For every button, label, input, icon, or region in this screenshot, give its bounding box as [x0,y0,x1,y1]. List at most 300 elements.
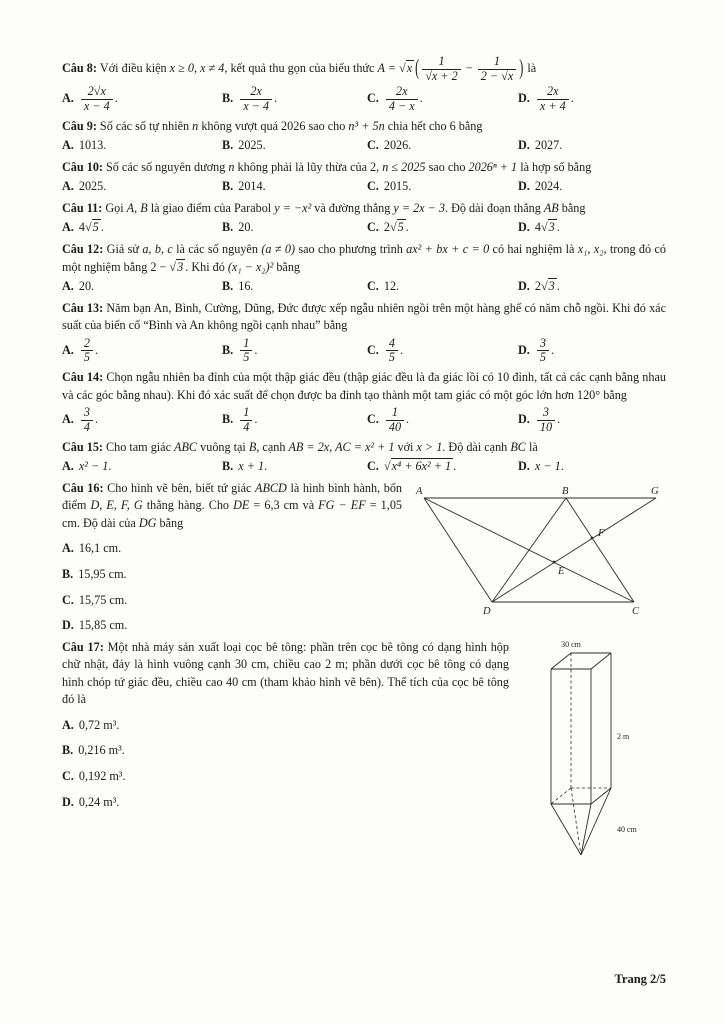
option-letter: B. [222,91,234,106]
text-run: . [405,220,409,235]
math-run: A, B [126,200,148,215]
question-stem [62,118,666,136]
option-value [384,405,410,434]
options-group [62,337,666,365]
questions-container [62,55,666,888]
fraction [240,406,252,434]
options-group [62,178,666,196]
radical-body: 5 [92,220,99,235]
fraction-denominator: 4 [243,419,250,434]
text-run: 0,192 m³. [78,769,126,783]
text-run: . Khi đó [185,259,228,274]
question-cau-17 [62,639,666,889]
fraction-denominator: 40 [388,419,402,434]
text-run: là [524,60,537,75]
text-run: Cho hình vẽ bên, biết tứ giác [107,480,256,495]
text-run: . [453,459,457,474]
fraction [81,85,113,113]
math-run: y = 2x − 3 [393,200,446,215]
option-A [62,337,222,365]
question-cau-15 [62,439,666,476]
text-run: Số các số nguyên dương [106,159,229,174]
fraction-numerator: 3 [81,406,93,421]
option-value [238,138,265,152]
text-run: , cạnh [256,439,289,454]
option-letter: C. [367,279,379,294]
option-letter: C. [367,459,379,474]
vertex-label-C: C [632,605,640,617]
option-letter: B. [222,459,234,474]
math-run: DG [138,515,157,530]
option-letter: B. [222,412,234,427]
option-value [238,335,258,365]
question-number: Câu 14: [62,370,107,385]
fraction-numerator: 1 [386,406,404,421]
options-group [62,458,666,476]
fraction-denominator: x + 4 [539,98,566,113]
option-letter: A. [62,717,74,732]
question-stem [62,300,666,335]
radical-sign: √ [399,60,406,75]
option-B [222,137,367,155]
fraction-denominator: 5 [83,350,90,365]
dimension-label-top: 30 cm [561,639,581,649]
vertex-label-B: B [562,485,569,497]
option-letter: A. [62,220,74,235]
option-letter: D. [518,279,530,294]
radical-sign: √ [540,220,548,235]
radical [541,220,557,234]
text-run: là giao điểm của Parabol [147,200,275,215]
page-number: Trang 2/5 [614,972,666,986]
fraction-denominator: 5 [388,350,395,365]
option-letter: B. [222,279,234,294]
option-value [238,279,253,293]
parallelogram-figure [414,482,666,618]
dimension-label-side: 2 m [617,731,630,741]
option-letter: D. [518,179,530,194]
option-value [79,405,98,434]
figure-line [492,498,566,602]
text-run: 2025. [78,179,107,194]
text-run: có hai nghiệm là [489,242,578,256]
fraction [422,55,461,83]
text-run: . [406,412,410,427]
option-letter: B. [222,138,234,153]
math-run: x > 1 [416,439,443,454]
text-run: Một nhà máy sản xuất loại cọc bê tông: phần trên cọc bê tông có dạng hình hộp chữ nhật, đáy là hình vuông cạnh 30 cm, chiều cao 2 m; phần dưới cọc bê tông có dạng hình chóp tứ giác đều, chiều cao 40 cm (tham khảo hình vẽ bên). Thể tích của cọc bê tông đó là [62,639,509,707]
figure-line [566,498,634,602]
option-value [535,335,554,365]
option-value [78,743,125,757]
text-run: − [462,60,476,75]
option-value [79,220,104,234]
text-run: 2024. [534,179,563,194]
math-run: n ≤ 2025 [382,159,426,174]
option-value [79,541,121,555]
question-number: Câu 10: [62,159,107,174]
fraction [81,337,93,365]
text-run: không vượt quá 2026 sao cho [198,118,349,133]
radical-sign: √ [389,220,397,235]
text-run: . [399,342,403,357]
point-dot [553,560,556,563]
math-run: BC [510,439,526,454]
question-stem [62,200,666,218]
math-run: x² − 1 [78,459,109,474]
question-number: Câu 16: [62,480,108,495]
text-run: 20. [78,279,95,294]
fraction-numerator: 3 [537,406,555,421]
question-number: Câu 8: [62,60,100,75]
text-run: . [94,342,98,357]
text-run: 4 [534,220,541,235]
fraction-denominator: 5 [243,350,250,365]
option-letter: A. [62,459,74,474]
math-run: ABC [174,439,198,454]
fraction [386,85,418,113]
fraction-numerator: 2x [240,85,272,100]
option-D [518,278,666,296]
text-run: . Độ dài đoạn thẳng [445,200,544,215]
option-D [518,178,666,196]
figure-edge [581,788,611,855]
option-value [535,459,564,473]
text-run: là [525,439,538,454]
option-value [384,335,403,365]
fraction [81,406,93,434]
text-run: sao cho [425,159,469,174]
option-value [535,138,562,152]
fraction [240,85,272,113]
option-C [367,337,518,365]
radical-body: x⁴ + 6x² + 1 [391,459,452,474]
question-stem [62,241,666,276]
question-number: Câu 9: [62,118,100,133]
option-letter: D. [518,459,530,474]
vertex-label-F: F [598,527,605,539]
question-stem [62,159,666,177]
text-run: . [254,412,258,427]
question-stem [62,439,666,457]
figure-edge [591,788,611,804]
figure-edge [591,653,611,669]
dimension-label-bottom: 40 cm [617,824,637,834]
option-value [79,718,120,732]
radical-sign: √ [169,259,177,274]
fraction-numerator: 4 [386,337,398,352]
text-run: . [264,459,268,474]
vertex-label-G: G [651,485,659,497]
option-B [222,406,367,434]
text-run: . [254,342,258,357]
option-letter: D. [62,618,74,633]
text-run: = 1,05 cm. Độ dài của [62,498,403,530]
math-run: FG − EF [318,498,366,513]
math-run: 2026ⁿ + 1 [468,159,518,174]
option-letter: B. [222,179,234,194]
big-paren: ( [415,54,420,80]
option-value [79,593,127,607]
options-group [62,219,666,237]
option-letter: B. [62,743,74,758]
text-run: 2015. [383,179,412,194]
option-D [518,337,666,365]
math-run: x ≥ 0, x ≠ 4 [169,60,225,75]
point-dot [591,536,594,539]
text-run: . [560,459,564,474]
fraction-denominator: 5 [539,350,546,365]
fraction-denominator: 4 − x [388,98,415,113]
option-B [222,278,367,296]
figure-hidden-edge [551,788,571,804]
option-D [518,219,666,237]
text-run: 2026. [383,138,412,153]
question-cau-11 [62,200,666,237]
option-D [518,458,666,476]
options-group [62,278,666,296]
radical-sign: √ [540,279,548,294]
text-run: 0,216 m³. [78,743,125,758]
question-cau-10 [62,159,666,196]
fraction-numerator: 2 [81,337,93,352]
option-letter: D. [518,412,530,427]
figure-line [492,498,656,602]
text-run: . [108,459,112,474]
text-run: . [570,91,574,106]
option-value [384,459,456,473]
radical-body: 3 [177,259,184,274]
option-letter: B. [222,220,234,235]
text-run: 0,72 m³. [78,717,120,732]
option-C [367,85,518,113]
question-number: Câu 13: [62,300,107,315]
text-run: 12. [383,279,400,294]
fraction-numerator: 1 [240,406,252,421]
text-run: Năm bạn An, Bình, Cường, Dũng, Đức được xếp ngẫu nhiên ngồi trên một hàng ghế có năm chỗ ngồi. Khi đó xác suất của biến cố “Bình và An không ngồi cạnh nhau” bằng [62,300,666,333]
option-A [62,219,222,237]
fraction-numerator: 1 [240,337,252,352]
text-run: vuông tại [197,439,249,454]
radical-body: 5 [397,220,404,235]
option-letter: C. [367,138,379,153]
question-cau-9 [62,118,666,155]
text-run: . [94,412,98,427]
fraction-numerator: 1 [422,55,461,70]
text-run: 16. [238,279,254,294]
text-run: 2027. [534,138,563,153]
math-run: n [228,159,235,174]
option-value [79,618,127,632]
radical [85,220,101,234]
option-value [79,459,112,473]
option-C [367,406,518,434]
text-run: sao cho phương trình [295,242,407,256]
text-run: . [556,220,560,235]
text-run: 2 [534,279,541,294]
option-C [367,137,518,155]
option-value [79,179,106,193]
text-run: bằng [558,200,586,215]
math-run: x₁, x₂ [577,242,604,256]
option-value [238,459,267,473]
option-letter: A. [62,91,74,106]
option-C [367,219,518,237]
fraction-numerator: 2x [537,85,569,100]
text-run: 15,85 cm. [78,618,128,633]
text-run: = 6,3 cm và [249,498,319,513]
math-run: DE [233,498,250,513]
option-value [384,279,399,293]
question-cau-16 [62,480,666,635]
question-stem [62,55,666,83]
option-value [79,335,98,365]
fraction-numerator: 2√x [81,85,113,100]
option-value [535,220,560,234]
figure-parallelogram [414,482,666,624]
text-run: 16,1 cm. [78,541,122,556]
option-A [62,178,222,196]
math-run: B [248,439,257,454]
text-run: 0,24 m³. [78,794,120,809]
options-group [62,85,666,113]
option-letter: C. [367,220,379,235]
text-run: 2014. [238,179,266,194]
fraction-denominator: √x + 2 [425,68,458,83]
option-value [238,220,253,234]
option-letter: A. [62,138,74,153]
figure-edge [581,804,591,855]
text-run: là hợp số bằng [517,159,592,174]
text-run: Cho tam giác [106,439,175,454]
fraction [537,337,549,365]
option-letter: A. [62,179,74,194]
figure-hidden-edge [571,788,581,855]
option-value [384,220,409,234]
option-A [62,137,222,155]
fraction [537,406,555,434]
question-number: Câu 11: [62,200,106,215]
figure-line [424,498,492,602]
option-value [238,84,278,113]
option-letter: C. [367,412,379,427]
text-run: Giả sử [106,242,143,256]
option-value [79,769,126,783]
option-A [62,406,222,434]
option-value [238,405,258,434]
text-run: . Độ dài cạnh [442,439,511,454]
option-B [222,219,367,237]
fraction-denominator: x − 4 [83,98,110,113]
text-run: thẳng hàng. Cho [142,498,234,513]
option-B [222,458,367,476]
radical [390,220,406,234]
radical [169,260,185,274]
option-value [79,279,94,293]
radical-body: 3 [548,279,555,294]
text-run: . [100,220,104,235]
question-cau-8 [62,55,666,114]
text-run: 20. [238,220,254,235]
option-B [222,85,367,113]
option-letter: A. [62,541,74,556]
option-letter: D. [518,91,530,106]
options-group [62,137,666,155]
option-B [222,178,367,196]
option-letter: D. [62,794,74,809]
text-run: . [419,91,423,106]
option-letter: D. [518,342,530,357]
radical-body: 3 [548,220,555,235]
math-run: y = −x² [274,200,312,215]
fraction [537,85,569,113]
math-run: ax² + bx + c = 0 [406,242,490,256]
option-value [535,84,574,113]
option-A [62,278,222,296]
text-run: và đường thẳng [311,200,394,215]
text-run: với [394,439,417,454]
vertex-label-D: D [483,605,491,617]
radical [399,61,414,75]
big-paren: ) [519,54,524,80]
figure-pillar [525,639,660,887]
option-value [535,405,561,434]
option-C [367,278,518,296]
question-cau-13 [62,300,666,365]
text-run: . [114,91,118,106]
math-run: n [192,118,199,133]
option-value [79,84,118,113]
text-run: không phải là lũy thừa của 2, [234,159,383,174]
option-value [384,138,411,152]
text-run: Số các số tự nhiên [99,118,193,133]
figure-edge [551,653,571,669]
text-run: , trong đó có một nghiệm bằng 2 − [62,242,666,274]
text-run: 2 [383,220,390,235]
option-letter: B. [62,566,74,581]
option-value [535,179,562,193]
option-A [62,85,222,113]
fraction [240,337,252,365]
option-letter: A. [62,342,74,357]
text-run: . [550,342,554,357]
text-run: 15,95 cm. [78,566,127,581]
text-run: , kết quả thu gọn của biểu thức [224,60,378,75]
math-run: AB [543,200,559,215]
option-letter: D. [518,138,530,153]
radical-sign: √ [84,220,92,235]
option-letter: C. [62,769,74,783]
option-letter: C. [62,592,74,607]
radical-body: x [406,60,413,75]
math-run: A = [377,60,400,75]
options-group [62,406,666,434]
text-run: Chọn ngẫu nhiên ba đỉnh của một thập giác đều (thập giác đều là đa giác lồi có 10 đỉnh, tất cả các cạnh bằng nhau và các góc bằng nhau). Khi đó xác suất để chọn được ba đỉnh tạo thành một tam giác có một góc lớn hơn 120° bằng [62,370,666,402]
text-run: 1013. [78,138,107,153]
question-cau-12 [62,241,666,296]
figure-edge [551,804,581,855]
option-A [62,458,222,476]
radical [384,459,453,473]
fraction-denominator: x − 4 [243,98,270,113]
math-run: x − 1 [534,459,561,474]
math-run: n³ + 5n [348,118,385,133]
math-run: D, E, F, G [90,498,143,513]
fraction-denominator: 2 − √x [480,68,514,83]
option-B [222,337,367,365]
fraction-denominator: 10 [539,419,553,434]
option-value [535,279,560,293]
